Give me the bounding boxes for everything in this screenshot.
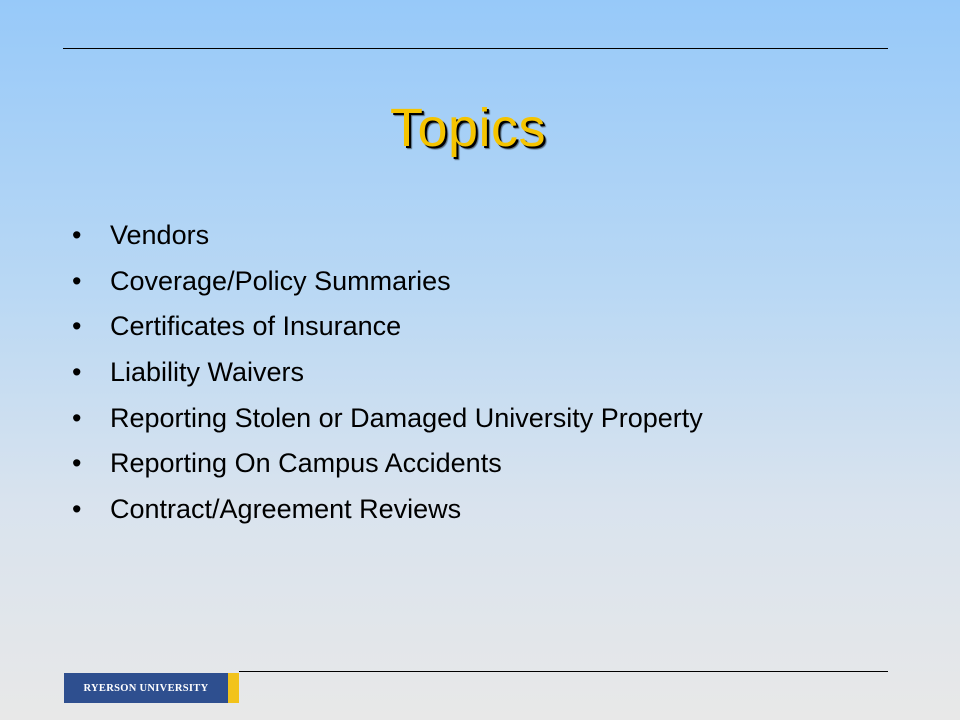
list-item-text: Contract/Agreement Reviews xyxy=(110,494,462,525)
university-logo xyxy=(64,673,239,703)
logo-text: RYERSON UNIVERSITY xyxy=(83,682,209,694)
bullet-icon: • xyxy=(72,448,82,479)
bullet-icon: • xyxy=(72,220,82,250)
list-item xyxy=(72,443,703,489)
slide-title: Topics xyxy=(389,98,547,158)
list-item-text: Certificates of Insurance xyxy=(110,311,402,342)
bullet-icon: • xyxy=(72,402,82,433)
list-item xyxy=(72,261,703,307)
list-item-text: Vendors xyxy=(110,220,210,250)
list-item xyxy=(72,215,703,261)
list-item-text: Liability Waivers xyxy=(110,357,305,388)
list-item-text: Reporting On Campus Accidents xyxy=(110,448,502,479)
bullet-icon: • xyxy=(72,357,82,388)
list-item xyxy=(72,352,703,398)
bullet-icon: • xyxy=(72,494,82,525)
list-item-text: Reporting Stolen or Damaged University Property xyxy=(110,402,703,433)
top-divider xyxy=(63,48,888,49)
bullet-icon: • xyxy=(72,265,82,296)
bottom-divider xyxy=(239,671,888,672)
topic-list xyxy=(72,215,703,535)
list-item xyxy=(72,306,703,352)
list-item-text: Coverage/Policy Summaries xyxy=(110,265,451,296)
bullet-icon: • xyxy=(72,311,82,342)
list-item xyxy=(72,489,703,535)
list-item xyxy=(72,398,703,444)
